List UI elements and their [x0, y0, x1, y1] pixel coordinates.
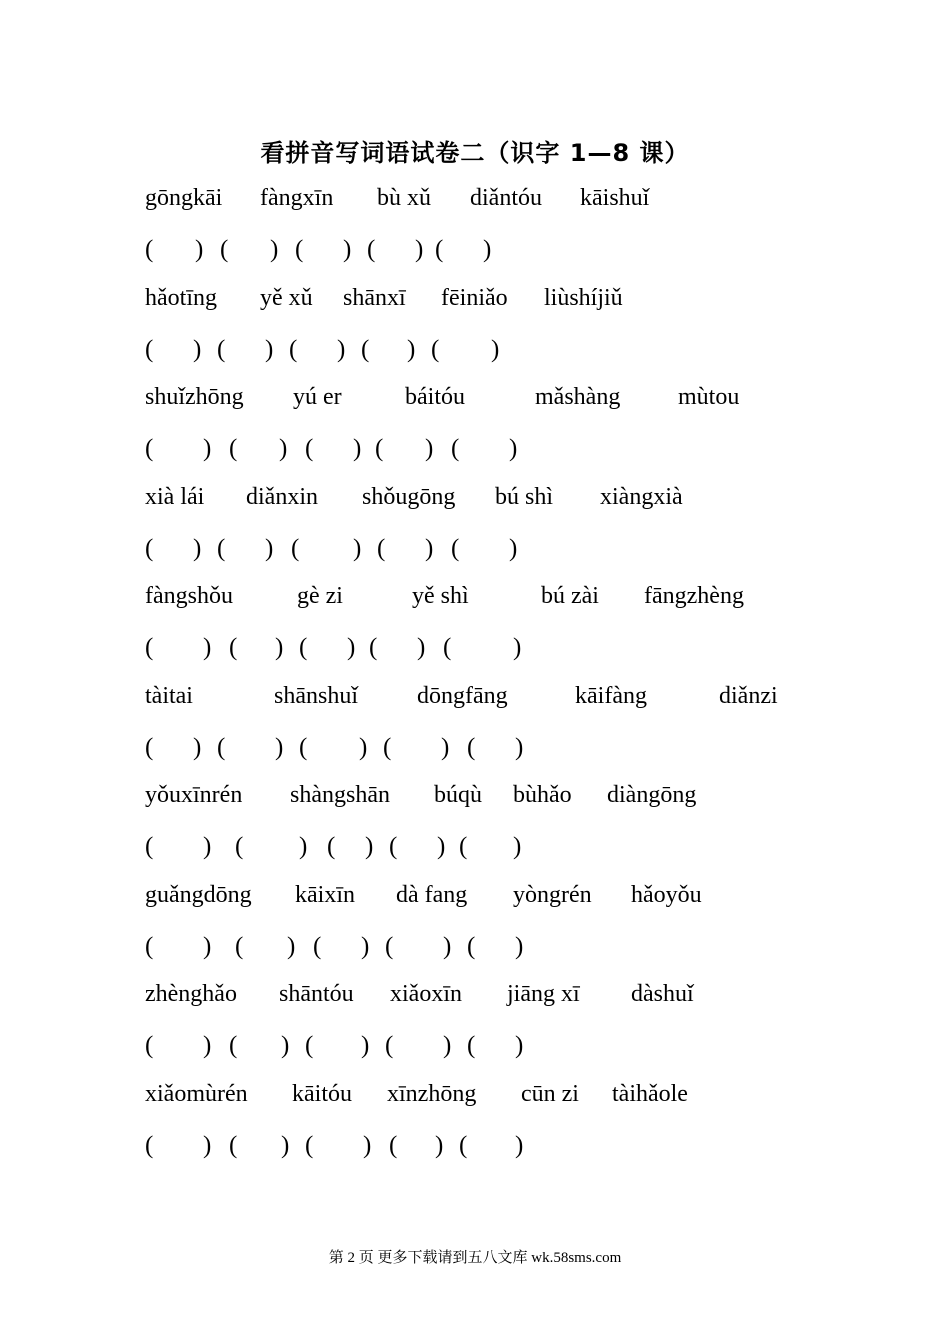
open-paren: (	[145, 634, 154, 661]
close-paren: )	[193, 535, 202, 562]
close-paren: )	[513, 833, 522, 860]
open-paren: (	[385, 1032, 394, 1059]
pinyin-word: búqù	[434, 782, 482, 808]
pinyin-word: bùhǎo	[513, 782, 572, 808]
close-paren: )	[359, 734, 368, 761]
close-paren: )	[513, 634, 522, 661]
pinyin-word: shǒugōng	[362, 484, 456, 510]
pinyin-word: fàngxīn	[260, 185, 334, 211]
open-paren: (	[389, 833, 398, 860]
open-paren: (	[145, 833, 154, 860]
close-paren: )	[361, 1032, 370, 1059]
close-paren: )	[509, 535, 518, 562]
close-paren: )	[417, 634, 426, 661]
open-paren: (	[145, 336, 154, 363]
pinyin-word: bú shì	[495, 484, 554, 510]
close-paren: )	[299, 833, 308, 860]
open-paren: (	[369, 634, 378, 661]
open-paren: (	[443, 634, 452, 661]
pinyin-word: dōngfāng	[417, 683, 508, 709]
pinyin-word: fàngshǒu	[145, 583, 233, 609]
pinyin-word: kāixīn	[295, 882, 355, 908]
pinyin-word: kāitóu	[292, 1081, 352, 1107]
pinyin-word: xiǎomùrén	[145, 1081, 248, 1107]
close-paren: )	[203, 435, 212, 462]
close-paren: )	[265, 336, 274, 363]
open-paren: (	[383, 734, 392, 761]
open-paren: (	[299, 734, 308, 761]
open-paren: (	[389, 1132, 398, 1159]
open-paren: (	[459, 833, 468, 860]
close-paren: )	[337, 336, 346, 363]
open-paren: (	[327, 833, 336, 860]
pinyin-word: diǎnxin	[246, 484, 318, 510]
page-title: 看拼音写词语试卷二（识字 1—8 课）	[260, 139, 690, 167]
pinyin-word: xīnzhōng	[387, 1081, 477, 1107]
pinyin-word: shānshuǐ	[274, 683, 358, 709]
open-paren: (	[435, 236, 444, 263]
close-paren: )	[275, 634, 284, 661]
close-paren: )	[353, 435, 362, 462]
pinyin-word: diàngōng	[607, 782, 697, 808]
close-paren: )	[193, 336, 202, 363]
open-paren: (	[235, 933, 244, 960]
close-paren: )	[361, 933, 370, 960]
open-paren: (	[459, 1132, 468, 1159]
open-paren: (	[145, 236, 154, 263]
pinyin-word: yě shì	[412, 583, 469, 609]
open-paren: (	[235, 833, 244, 860]
pinyin-word: kāishuǐ	[580, 185, 650, 211]
pinyin-word: yòngrén	[513, 882, 592, 908]
pinyin-word: yú er	[293, 384, 342, 410]
close-paren: )	[279, 435, 288, 462]
close-paren: )	[203, 634, 212, 661]
close-paren: )	[363, 1132, 372, 1159]
open-paren: (	[229, 634, 238, 661]
pinyin-word: xiàngxià	[600, 484, 683, 510]
open-paren: (	[305, 1032, 314, 1059]
close-paren: )	[365, 833, 374, 860]
pinyin-word: tàihǎole	[612, 1081, 688, 1107]
close-paren: )	[287, 933, 296, 960]
open-paren: (	[145, 435, 154, 462]
close-paren: )	[515, 933, 524, 960]
close-paren: )	[203, 1032, 212, 1059]
open-paren: (	[385, 933, 394, 960]
pinyin-word: hǎoyǒu	[631, 882, 702, 908]
open-paren: (	[145, 933, 154, 960]
close-paren: )	[193, 734, 202, 761]
close-paren: )	[281, 1032, 290, 1059]
open-paren: (	[295, 236, 304, 263]
close-paren: )	[353, 535, 362, 562]
open-paren: (	[313, 933, 322, 960]
open-paren: (	[367, 236, 376, 263]
close-paren: )	[265, 535, 274, 562]
open-paren: (	[145, 1132, 154, 1159]
pinyin-word: dà fang	[396, 882, 468, 908]
pinyin-word: gè zi	[297, 583, 343, 609]
close-paren: )	[425, 435, 434, 462]
pinyin-word: dàshuǐ	[631, 981, 694, 1007]
open-paren: (	[431, 336, 440, 363]
open-paren: (	[217, 535, 226, 562]
pinyin-word: kāifàng	[575, 683, 647, 709]
close-paren: )	[437, 833, 446, 860]
close-paren: )	[203, 833, 212, 860]
close-paren: )	[270, 236, 279, 263]
open-paren: (	[361, 336, 370, 363]
pinyin-word: xià lái	[145, 484, 205, 510]
open-paren: (	[217, 734, 226, 761]
close-paren: )	[515, 1032, 524, 1059]
close-paren: )	[281, 1132, 290, 1159]
open-paren: (	[229, 1132, 238, 1159]
pinyin-word: xiǎoxīn	[390, 981, 462, 1007]
pinyin-word: bú zài	[541, 583, 599, 609]
open-paren: (	[289, 336, 298, 363]
pinyin-word: zhènghǎo	[145, 981, 237, 1007]
close-paren: )	[435, 1132, 444, 1159]
pinyin-word: yě xǔ	[260, 285, 313, 311]
open-paren: (	[299, 634, 308, 661]
close-paren: )	[203, 933, 212, 960]
pinyin-word: fāngzhèng	[644, 583, 744, 609]
pinyin-word: bù xǔ	[377, 185, 431, 211]
close-paren: )	[195, 236, 204, 263]
close-paren: )	[509, 435, 518, 462]
close-paren: )	[515, 1132, 524, 1159]
close-paren: )	[275, 734, 284, 761]
close-paren: )	[515, 734, 524, 761]
open-paren: (	[467, 734, 476, 761]
pinyin-word: fēiniǎo	[441, 285, 508, 311]
pinyin-word: liùshíjiǔ	[544, 285, 623, 311]
open-paren: (	[377, 535, 386, 562]
open-paren: (	[467, 933, 476, 960]
pinyin-word: mùtou	[678, 384, 740, 410]
pinyin-word: jiāng xī	[507, 981, 580, 1007]
open-paren: (	[229, 1032, 238, 1059]
open-paren: (	[305, 1132, 314, 1159]
open-paren: (	[291, 535, 300, 562]
pinyin-word: shuǐzhōng	[145, 384, 244, 410]
close-paren: )	[443, 1032, 452, 1059]
close-paren: )	[347, 634, 356, 661]
pinyin-word: cūn zi	[521, 1081, 579, 1107]
close-paren: )	[425, 535, 434, 562]
pinyin-word: shāntóu	[279, 981, 354, 1007]
open-paren: (	[375, 435, 384, 462]
pinyin-word: guǎngdōng	[145, 882, 252, 908]
close-paren: )	[483, 236, 492, 263]
pinyin-word: diǎnzi	[719, 683, 778, 709]
pinyin-word: diǎntóu	[470, 185, 542, 211]
open-paren: (	[220, 236, 229, 263]
open-paren: (	[145, 1032, 154, 1059]
close-paren: )	[203, 1132, 212, 1159]
close-paren: )	[343, 236, 352, 263]
open-paren: (	[145, 734, 154, 761]
open-paren: (	[217, 336, 226, 363]
pinyin-word: hǎotīng	[145, 285, 217, 311]
page-footer: 第 2 页 更多下载请到五八文库 wk.58sms.com	[328, 1250, 622, 1266]
open-paren: (	[467, 1032, 476, 1059]
pinyin-word: shānxī	[343, 285, 406, 311]
pinyin-word: yǒuxīnrén	[145, 782, 243, 808]
close-paren: )	[407, 336, 416, 363]
pinyin-word: gōngkāi	[145, 185, 223, 211]
pinyin-word: tàitai	[145, 683, 193, 709]
open-paren: (	[305, 435, 314, 462]
close-paren: )	[415, 236, 424, 263]
open-paren: (	[451, 435, 460, 462]
open-paren: (	[451, 535, 460, 562]
close-paren: )	[441, 734, 450, 761]
open-paren: (	[145, 535, 154, 562]
pinyin-word: mǎshàng	[535, 384, 621, 410]
close-paren: )	[491, 336, 500, 363]
open-paren: (	[229, 435, 238, 462]
pinyin-word: shàngshān	[290, 782, 390, 808]
close-paren: )	[443, 933, 452, 960]
pinyin-word: báitóu	[405, 384, 465, 410]
